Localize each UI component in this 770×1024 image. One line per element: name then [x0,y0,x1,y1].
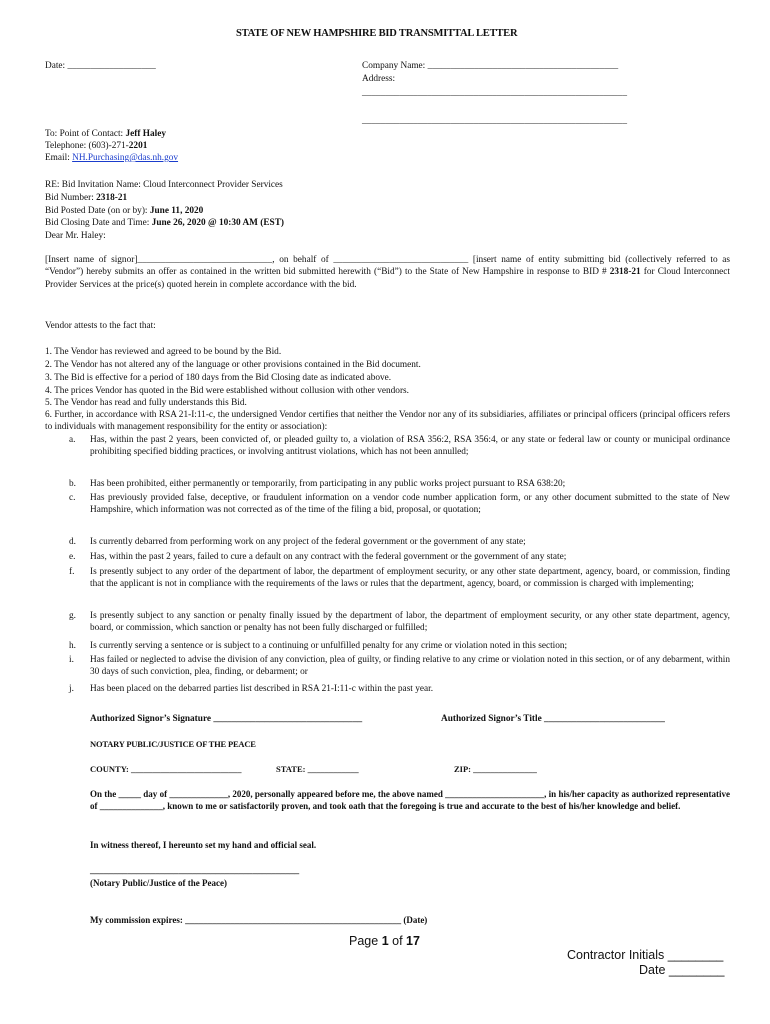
sub-item-text: Has been prohibited, either permanently or temporarily, from participating in any public works project pursuant to RSA 638:20; [90,479,566,489]
sub-item-letter: e. [69,552,76,562]
sub-item-letter: c. [69,493,76,503]
list-item: 2. The Vendor has not altered any of the language or other provisions contained in the Bid document. [45,360,421,370]
sub-item-text: Has previously provided false, deceptive, or fraudulent information on a vendor code number application form, or any other document submitted to the state of New Hampshire, which information was not corrected as of the time of the filing a bid, proposal, or quotation; [90,493,730,516]
sub-item-letter: a. [69,435,76,445]
page-total: 17 [406,934,420,948]
notary-state: STATE: ____________ [276,764,359,774]
bid-posted-label: Bid Posted Date (on or by): [45,206,148,216]
sub-item-text: Is currently serving a sentence or is subject to a continuing or unfulfilled penalty for any crime or violation noted in this section; [90,641,568,651]
telephone-ext: 2201 [128,141,148,151]
page-number [349,934,420,948]
sub-item-letter: d. [69,537,76,547]
notary-statement: On the _____ day of _____________, 2020, personally appeared before me, the above named ______________________, in his/her capacity as authorized representative of ______________, known to me or satisfactorily proven, and took oath that the foregoing is true and accurate to the best of his/her knowledge and belief. [90,789,730,812]
email-link[interactable]: NH.Purchasing@das.nh.gov [72,153,179,163]
intro-part-1: [Insert name of signor]_____________________________, on behalf of _____________________________ [insert name of entity submitting bid (collectively referred to as “Vendor”) hereby submits an offer as contained in the written bid submitted herewith (“Bid”) to the State of New Hampshire in response to BID # [45,255,730,278]
date-field: Date: ___________________ [45,61,156,71]
sub-item-letter: g. [69,611,76,621]
contractor-initials: Contractor Initials ________ [567,948,724,962]
commission-expires: My commission expires: ________________________________________________ (Date) [90,915,428,925]
list-item: 6. Further, in accordance with RSA 21-I:11-c, the undersigned Vendor certifies that neither the Vendor nor any of its subsidiaries, affiliates or principal officers (principal officers refers to individuals with management responsibility for the entity or association): [45,410,730,433]
address-label: Address: [362,74,396,84]
bid-number-label: Bid Number: [45,193,94,203]
notary-signature-caption: (Notary Public/Justice of the Peace) [90,878,227,888]
page-title: STATE OF NEW HAMPSHIRE BID TRANSMITTAL LETTER [236,28,518,39]
email-label: Email: [45,153,70,163]
bid-posted-date [45,205,203,218]
contact-name: Jeff Haley [125,129,166,139]
sub-item-text: Has failed or neglected to advise the division of any conviction, plea of guilty, or finding relative to any crime or violation noted in this section, or of any debarment, within 30 days of such conviction, plea, finding, or debarment; or [90,655,730,678]
signor-signature-line: Authorized Signor’s Signature ________________________________ [90,714,363,724]
bid-closing-label: Bid Closing Date and Time: [45,218,150,228]
notary-heading: NOTARY PUBLIC/JUSTICE OF THE PEACE [90,739,256,749]
signor-title-line: Authorized Signor’s Title __________________________ [441,714,665,724]
address-line-2: _________________________________________________________ [362,116,627,126]
sub-item-text: Is presently subject to any sanction or penalty finally issued by the department of labor, the department of employment security, or any other state department, agency, board, or commission, which sanction or penalty has not been fully discharged or fulfilled; [90,611,730,634]
list-item: 4. The prices Vendor has quoted in the Bid were established without collusion with other vendors. [45,386,409,396]
intro-bid-number: 2318-21 [609,267,641,278]
contractor-date: Date ________ [639,963,725,977]
sub-item-text: Has, within the past 2 years, failed to cure a default on any contract with the federal government or the government of any state; [90,552,567,562]
salutation-name: Mr. Haley [65,231,104,241]
bid-number [45,192,127,205]
bid-closing-value: June 26, 2020 @ 10:30 AM (EST) [151,218,285,228]
bid-posted-value: June 11, 2020 [149,206,204,216]
sub-item-letter: f. [69,567,75,577]
contact-label: To: Point of Contact: [45,129,124,139]
sub-item-letter: j. [69,684,74,694]
attests-heading: Vendor attests to the fact that: [45,321,156,331]
list-item: 3. The Bid is effective for a period of 180 days from the Bid Closing date as indicated above. [45,373,392,383]
page-of: of [392,934,403,948]
notary-zip: ZIP: _______________ [454,764,537,774]
page-current: 1 [381,934,389,948]
telephone [45,140,147,153]
point-of-contact [45,128,166,141]
sub-item-text: Is currently debarred from performing work on any project of the federal government or the government of any state; [90,537,526,547]
address-line-1: _________________________________________________________ [362,88,627,98]
sub-item-letter: b. [69,479,76,489]
salutation [45,230,106,243]
company-name-field: Company Name: _________________________________________ [362,61,619,71]
bid-closing-date [45,217,284,230]
witness-statement: In witness thereof, I hereunto set my hand and official seal. [90,840,317,850]
list-item: 1. The Vendor has reviewed and agreed to be bound by the Bid. [45,347,282,357]
notary-county: COUNTY: __________________________ [90,764,242,774]
bid-invitation-name: RE: Bid Invitation Name: Cloud Interconnect Provider Services [45,180,283,190]
sub-item-text: Has, within the past 2 years, been convicted of, or pleaded guilty to, a violation of RSA 356:2, RSA 356:4, or any state or federal law or county or municipal ordinance prohibiting specified bidding practices, or involving antitrust violations, which has not been annulled; [90,435,730,458]
sub-item-letter: i. [69,655,74,665]
telephone-label: Telephone: (603)-271- [45,141,129,151]
sub-item-text: Is presently subject to any order of the department of labor, the department of employment security, or any other state department, agency, board, or commission, finding that the applicant is not in compliance with the requirements of the laws or rules that the department, agency, board, or commission is charged with implementing; [90,567,730,590]
intro-paragraph [45,254,730,291]
salutation-label: Dear [45,231,64,241]
notary-signature-line: _____________________________________________ [90,866,300,876]
sub-item-letter: h. [69,641,76,651]
intro-part-2: for Cloud Interconnect Provider Services at the price(s) quoted herein in complete accordance with the bid. [45,267,730,290]
page-prefix: Page [349,934,379,948]
bid-number-value: 2318-21 [96,193,128,203]
list-item: 5. The Vendor has read and fully understands this Bid. [45,398,247,408]
sub-item-text: Has been placed on the debarred parties list described in RSA 21-I:11-c within the past year. [90,684,434,694]
salutation-colon: : [103,231,106,241]
email [45,152,178,165]
